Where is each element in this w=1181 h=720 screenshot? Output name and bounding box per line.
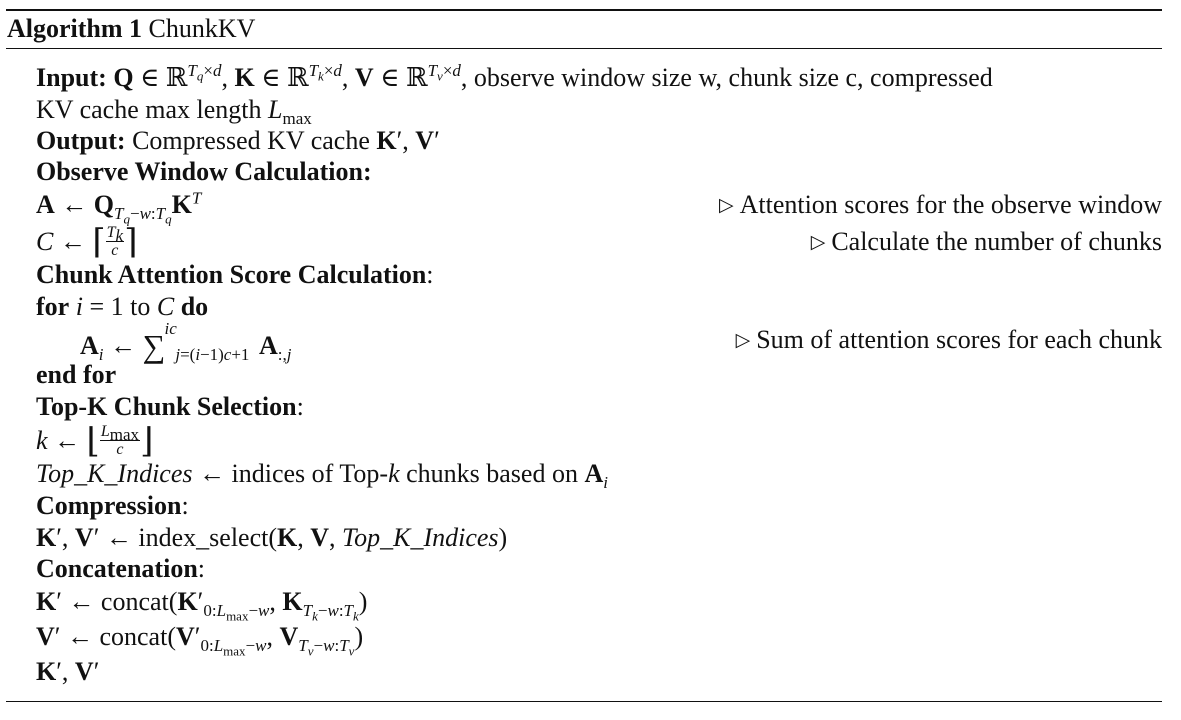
input-continuation: KV cache max length [36, 95, 262, 124]
concat-v-line: V′ ← $concat(V'_{0:L_{max}-w}$, $V_{T_v-w:T_v}$) [36, 622, 364, 659]
attention-line [36, 188, 1162, 227]
for-keyword: for [36, 292, 70, 321]
k-math: k ← ⌊ $\frac{L_{max}}{c}$ ⌋ [36, 423, 154, 461]
index-select-arg: Top_K_Indices [342, 523, 499, 552]
attention-math: A ← $Q_{T_q-w:T_q}K^T$ [36, 188, 202, 227]
section-observe: Observe Window Calculation: [36, 157, 372, 186]
return-line: K′, V′ [36, 657, 100, 686]
lmax-math: $L_{max}$ [268, 95, 312, 129]
index-select-fn: index_select [138, 523, 269, 552]
for-line [36, 292, 1162, 322]
algorithm-body [6, 49, 1162, 701]
sum-line [80, 319, 1162, 365]
to-keyword: to [130, 292, 151, 321]
concat-fn-k: concat [100, 587, 169, 616]
do-keyword: do [180, 292, 209, 321]
algorithm-block [6, 9, 1162, 702]
input-line [36, 63, 1162, 93]
section-concatenation-line: Concatenation: [36, 554, 206, 583]
index-select-line: K′, V′ ← index_select(K, V, Top_K_Indices) [36, 523, 508, 552]
concat-k-line: K′ ← $concat(K'_{0:L_{max}-w}$, $K_{T_k-w:T_k}$) [36, 587, 368, 624]
k-line [36, 423, 1162, 461]
for-math: i = 1 [75, 292, 124, 321]
section-concatenation: Concatenation [36, 554, 198, 583]
num-chunks-comment: ▷ Calculate the number of chunks [810, 227, 1162, 256]
section-compression-line: Compression: [36, 491, 189, 520]
comment-triangle-icon: ▷ [735, 330, 751, 351]
input-math: Q ∈ ℝ$^{T_q\times d}$, K ∈ ℝ$^{T_k\times d}$, V ∈ ℝ$^{T_v\times d}$, [113, 61, 468, 92]
section-chunk-score-line: Chunk Attention Score Calculation: [36, 260, 434, 289]
output-line [36, 126, 1162, 156]
section-chunk-score: Chunk Attention Score Calculation [36, 260, 427, 289]
output-math: K′, V′ [376, 126, 440, 155]
input-keyword: Input: [36, 63, 107, 92]
section-compression: Compression [36, 491, 182, 520]
topk-var: Top_K_Indices [36, 459, 193, 488]
topk-text2: chunks based on [406, 459, 578, 488]
bottom-rule [6, 701, 1162, 702]
input-text: observe window size w, chunk size c, compressed [473, 63, 993, 92]
output-text: Compressed KV cache [132, 126, 370, 155]
num-chunks-line [36, 224, 1162, 262]
section-topk: Top-K Chunk Selection [36, 392, 297, 421]
end-for-keyword: end for [36, 360, 117, 389]
algorithm-name: ChunkKV [148, 14, 256, 43]
comment-triangle-icon: ▷ [718, 195, 734, 216]
output-keyword: Output: [36, 126, 126, 155]
section-topk-line: Top-K Chunk Selection: [36, 392, 304, 421]
algorithm-title [6, 11, 1162, 48]
algorithm-label: Algorithm 1 [7, 14, 143, 43]
concat-fn-v: concat [99, 622, 168, 651]
comment-triangle-icon: ▷ [810, 232, 826, 253]
input-continuation-line [36, 95, 1162, 129]
topk-indices-line: Top_K_Indices ← indices of Top-k chunks based on $A_i$ [36, 459, 608, 493]
num-chunks-math: C ← ⌈ $\frac{T_k}{c}$ ⌉ [36, 224, 138, 262]
sum-comment: ▷ Sum of attention scores for each chunk [735, 325, 1162, 354]
for-bound: C [156, 292, 175, 321]
attention-comment: ▷ Attention scores for the observe window [718, 190, 1162, 219]
topk-text: indices of Top- [231, 459, 389, 488]
topk-math: $A_i$ [584, 459, 608, 493]
sum-math: $A_i$ ← ∑ ic $_{j=(i-1)c+1}$ $A_{:,j}$ [80, 319, 292, 365]
